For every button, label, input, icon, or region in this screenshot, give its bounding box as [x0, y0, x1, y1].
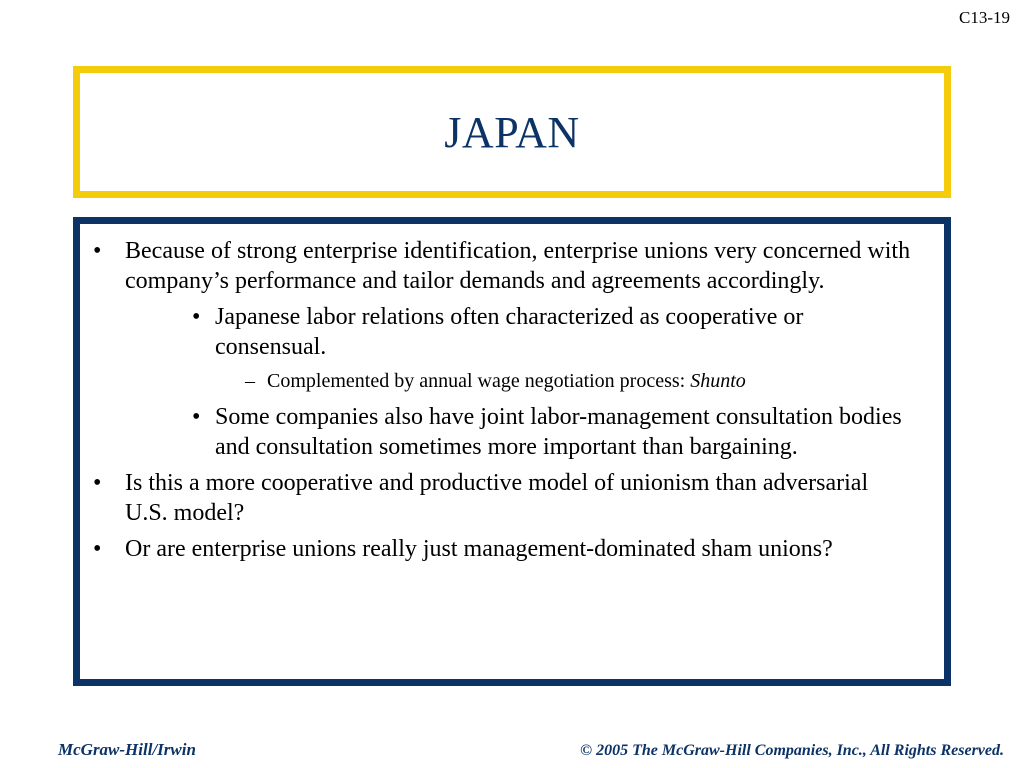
sub-sub-bullet-item [80, 368, 944, 394]
bullet-text: Or are enterprise unions really just management-dominated sham unions? [125, 536, 833, 562]
bullet-text: Japanese labor relations often characterized as cooperative or consensual. [215, 304, 804, 360]
bullet-text: Some companies also have joint labor-management consultation bodies and consultation sometimes more important than bargaining. [215, 404, 902, 460]
bullet-marker: • [192, 404, 201, 430]
bullet-item [80, 236, 944, 296]
content-box [73, 217, 951, 686]
sub-bullet-item [80, 402, 944, 462]
bullet-item [80, 534, 944, 564]
sub-bullet-item [80, 302, 944, 362]
bullet-item [80, 468, 944, 528]
bullet-text: Complemented by annual wage negotiation process: [267, 370, 691, 392]
publisher-label: McGraw-Hill/Irwin [58, 740, 196, 759]
bullet-marker: • [93, 470, 102, 496]
bullet-text: Because of strong enterprise identification, enterprise unions very concerned with company’s performance and tailor demands and agreements accordingly. [125, 238, 911, 294]
bullet-marker: • [192, 304, 201, 330]
copyright-notice: © 2005 The McGraw-Hill Companies, Inc., All Rights Reserved. [580, 742, 1004, 759]
title-box [73, 66, 951, 198]
dash-marker: – [245, 370, 255, 392]
slide-number: C13-19 [959, 8, 1010, 27]
emphasis-term: Shunto [690, 370, 746, 392]
bullet-list [80, 236, 944, 570]
bullet-marker: • [93, 238, 102, 264]
bullet-text: Is this a more cooperative and productive model of unionism than adversarial U.S. model? [125, 470, 869, 526]
slide-title: JAPAN [444, 107, 580, 157]
bullet-marker: • [93, 536, 102, 562]
